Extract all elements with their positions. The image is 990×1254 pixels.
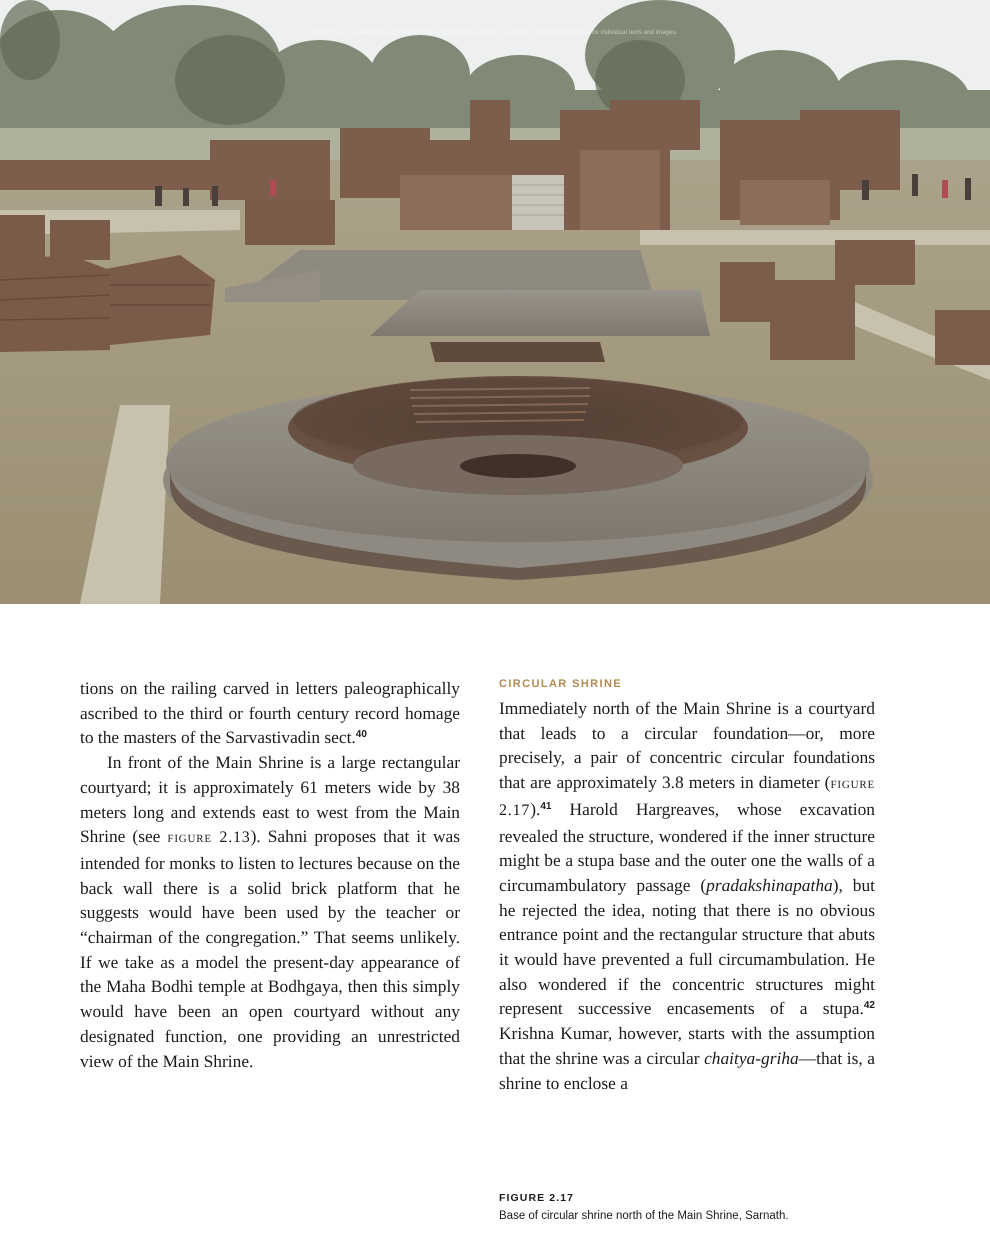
left-text-column	[80, 676, 460, 1073]
figure-label: FIGURE 2.17	[499, 1192, 575, 1204]
footnote-marker: 42	[863, 1000, 875, 1012]
paragraph-text: ). Sahni proposes that it was intended for monks to listen to lectures because on the back wall there is a solid brick platform that he suggests would have been used by the teacher or “chairman of the congregation.” That seems unlikely. If we take as a model the present-day appearance of the Maha Bodhi temple at Bodhgaya, then this simply would have been an open courtyard without any designated function, one providing an unrestricted view of the Main Shrine.	[80, 826, 460, 1071]
section-heading: CIRCULAR SHRINE	[499, 678, 623, 690]
photo-illustration	[0, 0, 990, 604]
right-text-column	[499, 676, 875, 1095]
italic-term: chaitya-griha	[704, 1047, 799, 1068]
figure-caption	[499, 1190, 919, 1226]
paragraph-text: Krishna Kumar, however, starts with the assumption that the shrine was a circular	[499, 1023, 875, 1068]
paragraph-text: Immediately north of the Main Shrine is a courtyard that leads to a circular foundation—or, more precisely, a pair of concentric circular foundations that are approximately 3.8 meters in diameter (	[499, 698, 875, 793]
paragraph-continuation	[80, 676, 460, 750]
copyright-watermark: Getty Trust. See additional copyright notices and illustration captions to confirm copyright information for individual texts and images.	[312, 30, 678, 36]
italic-term: pradakshinapatha	[706, 874, 833, 895]
paragraph-courtyard	[80, 750, 460, 1073]
paragraph-text: tions on the railing carved in letters paleographically ascribed to the third or fourth century record homage to the masters of the Sarvastivadin sect.	[80, 678, 460, 748]
paragraph-text: In front of the Main Shrine is a large rectangular courtyard; it is approximately 61 meters wide by 38 meters long and extends east to west from the Main Shrine (see	[80, 752, 460, 847]
figure-photo	[0, 0, 990, 604]
figure-reference: figure 2.17	[499, 775, 875, 819]
paragraph-text: ), but he rejected the idea, noting that there is no obvious entrance point and the rectangular structure that abuts it would have prevented a full circumambulation. He also wondered if the concentric structures might represent successive encasements of a stupa.	[499, 874, 875, 1019]
paragraph-circular-shrine	[499, 696, 875, 1095]
paragraph-text: —that is, a shrine to enclose a	[499, 1047, 875, 1093]
paragraph-text: Harold Hargreaves, whose excavation revealed the structure, wondered if the inner structure might be a stupa base and the outer one the walls of a circumambulatory passage (	[499, 798, 875, 895]
footnote-marker: 40	[355, 729, 367, 741]
figure-reference: figure 2.13	[167, 829, 251, 847]
paragraph-text: ).	[530, 798, 541, 819]
footnote-marker: 41	[540, 800, 552, 812]
figure-caption-text: Base of circular shrine north of the Main Shrine, Sarnath.	[499, 1210, 789, 1222]
